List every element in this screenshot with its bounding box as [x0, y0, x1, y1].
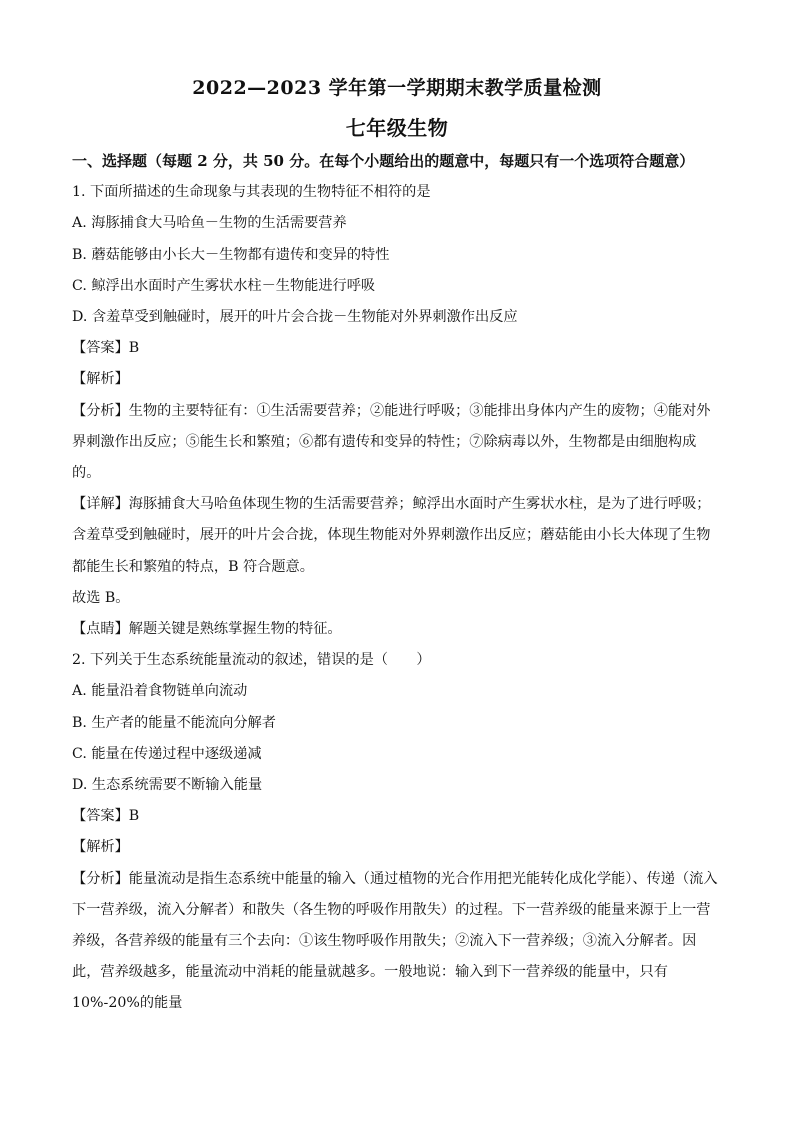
answer-label: 【答案】: [72, 340, 129, 357]
exam-subject: 七年级生物: [345, 116, 449, 140]
question-2-option-d: D. 生态系统需要不断输入能量: [72, 777, 263, 794]
question-2-option-b: B. 生产者的能量不能流向分解者: [72, 714, 276, 731]
dianjing-text: 解题关键是熟练掌握生物的特征。: [128, 621, 342, 638]
fenxi-label: 【分析】: [72, 870, 129, 887]
document-body: [72, 146, 722, 1020]
question-1-answer: [72, 333, 722, 364]
fenxi-text: 生物的主要特征有：①生活需要营养；②能进行呼吸；③能排出身体内产生的废物；④能对外界刺激作出反应；⑤能生长和繁殖；⑥都有遗传和变异的特性；⑦除病毒以外，生物都是由细胞构成的。: [72, 402, 711, 482]
fenxi-text: 能量流动是指生态系统中能量的输入（通过植物的光合作用把光能转化成化学能）、传递（流入下一营养级，流入分解者）和散失（各生物的呼吸作用散失）的过程。下一营养级的能量来源于上一营养级，各营养级的能量有三个去向：①该生物呼吸作用散失；②流入下一营养级；③流入分解者。因此，营养级越多，能量流动中消耗的能量就越多。一般地说：输入到下一营养级的能量中，只有 10%-20%的能量: [72, 870, 718, 1012]
dianjing-label: 【点睛】: [72, 621, 129, 638]
question-2-stem: 2. 下列关于生态系统能量流动的叙述，错误的是（ ）: [72, 652, 431, 669]
fenxi-label: 【分析】: [72, 402, 129, 419]
question-1-option-d: D. 含羞草受到触碰时，展开的叶片会合拢－生物能对外界刺激作出反应: [72, 309, 518, 326]
question-1-fenxi: [72, 396, 722, 490]
question-1-option-b: B. 蘑菇能够由小长大－生物都有遗传和变异的特性: [72, 246, 390, 263]
question-2-fenxi: [72, 864, 722, 1020]
question-2-option-a: A. 能量沿着食物链单向流动: [72, 683, 248, 700]
question-1-analysis-label: 【解析】: [72, 371, 129, 388]
question-1-option-a: A. 海豚捕食大马哈鱼－生物的生活需要营养: [72, 215, 347, 232]
answer-value: B: [128, 808, 140, 825]
question-1-option-c: C. 鲸浮出水面时产生雾状水柱－生物能进行呼吸: [72, 277, 376, 294]
xiangjie-label: 【详解】: [72, 496, 129, 513]
xiangjie-text: 海豚捕食大马哈鱼体现生物的生活需要营养；鲸浮出水面时产生雾状水柱，是为了进行呼吸；含羞草受到触碰时，展开的叶片会合拢，体现生物能对外界刺激作出反应；蘑菇能由小长大体现了生物都能生长和繁殖的特点，B 符合题意。: [72, 496, 711, 575]
question-1-conclusion: 故选 B。: [72, 589, 130, 606]
question-1-xiangjie: [72, 489, 722, 583]
section-heading: 一、选择题（每题 2 分，共 50 分。在每个小题给出的题意中，每题只有一个选项符合题意）: [72, 152, 695, 170]
answer-value: B: [128, 340, 140, 357]
question-2-analysis-label: 【解析】: [72, 839, 129, 856]
question-2-option-c: C. 能量在传递过程中逐级递减: [72, 745, 262, 762]
question-2-answer: [72, 801, 722, 832]
answer-label: 【答案】: [72, 808, 129, 825]
question-1-stem: 1. 下面所描述的生命现象与其表现的生物特征不相符的是: [72, 184, 431, 201]
exam-title: 2022—2023 学年第一学期期末教学质量检测: [192, 77, 602, 99]
question-1-dianjing: [72, 614, 722, 645]
